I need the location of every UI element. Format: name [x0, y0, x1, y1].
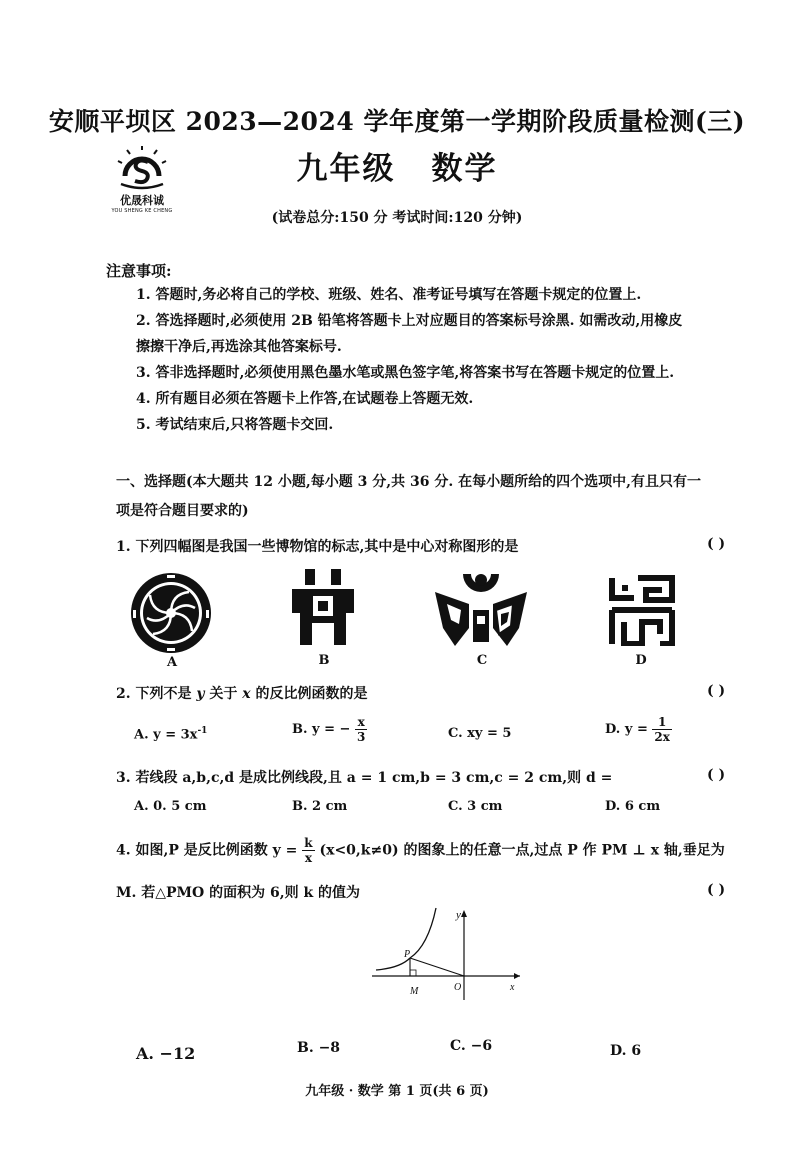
answer-bracket: ( ) — [707, 767, 726, 783]
question-2-text: 2. 下列不是 y 关于 x 的反比例函数的是 — [116, 686, 368, 702]
notice-item: 3. 答非选择题时,必须使用黑色墨水笔或黑色签字笔,将答案书写在答题卡规定的位置上. — [136, 365, 675, 381]
section-heading — [116, 468, 766, 526]
exam-title: 安顺平坝区 2023—2024 学年度第一学期阶段质量检测(三) — [48, 107, 746, 136]
question-1-text: 1. 下列四幅图是我国一些博物馆的标志,其中是中心对称图形的是 — [116, 539, 519, 555]
question-3-text: 3. 若线段 a,b,c,d 是成比例线段,且 a = 1 cm,b = 3 cm,c = 2 cm,则 d = — [116, 770, 613, 786]
var-x: x — [242, 686, 251, 702]
graph-label-x: x — [510, 982, 515, 993]
figure-label-d: D — [635, 653, 647, 668]
q2-option-c: C. xy = 5 — [448, 726, 512, 741]
exam-info: (试卷总分:150 分 考试时间:120 分钟) — [271, 210, 523, 226]
graph-label-o: O — [454, 982, 462, 993]
figure-label-a: A — [166, 655, 178, 670]
notice-item: 5. 考试结束后,只将答题卡交回. — [136, 417, 334, 433]
notice-item: 1. 答题时,务必将自己的学校、班级、姓名、准考证号填写在答题卡规定的位置上. — [136, 287, 642, 303]
notice-list — [118, 282, 768, 438]
figure-label-b: B — [318, 653, 330, 668]
page-footer: 九年级 · 数学 第 1 页(共 6 页) — [305, 1084, 489, 1099]
q3-option-c: C. 3 cm — [448, 799, 503, 814]
answer-bracket: ( ) — [707, 683, 726, 699]
q4-graph — [370, 906, 530, 1002]
q4-option-b: B. −8 — [297, 1040, 341, 1056]
q3-option-b: B. 2 cm — [292, 799, 348, 814]
q3-option-a: A. 0. 5 cm — [134, 799, 207, 814]
notice-item: 2. 答选择题时,必须使用 2B 铅笔将答题卡上对应题目的答案标号涂黑. 如需改动,用橡皮 — [136, 313, 683, 329]
notice-item-continuation: 擦擦干净后,再选涂其他答案标号. — [136, 339, 342, 355]
logo-english-text: YOU SHENG KE CHENG — [111, 208, 173, 214]
museum-logo-a-icon — [129, 572, 213, 654]
museum-logo-c-icon — [433, 570, 529, 650]
question-4-text-line2: M. 若△PMO 的面积为 6,则 k 的值为 — [116, 885, 361, 901]
grade-label: 九年级 — [296, 151, 396, 187]
q2-option-d: D. y = $\frac{1}{2x}$ — [605, 715, 670, 744]
q4-option-a: A. −12 — [136, 1044, 196, 1063]
logo-chinese-text: 优晟科诚 — [120, 194, 164, 207]
section-heading-line: 项是符合题目要求的) — [116, 503, 249, 519]
question-4-text: 4. 如图,P 是反比例函数 y = $\frac{k}{x}$ (x<0,k≠0) 的图象上的任意一点,过点 P 作 PM ⊥ x 轴,垂足为 — [116, 836, 725, 865]
graph-label-m: M — [410, 986, 419, 997]
figure-label-c: C — [476, 653, 488, 668]
museum-logo-d-icon — [608, 574, 676, 646]
notice-heading: 注意事项: — [106, 262, 172, 280]
answer-bracket: ( ) — [707, 536, 726, 552]
graph-label-y: y — [456, 909, 461, 921]
graph-label-p: P — [404, 949, 411, 960]
q2-option-b: B. y = − $\frac{x}{3}$ — [292, 715, 366, 744]
museum-logo-b-icon — [288, 567, 358, 647]
logo-emblem-icon — [117, 146, 167, 190]
answer-bracket: ( ) — [707, 882, 726, 898]
section-heading-line: 一、选择题(本大题共 12 小题,每小题 3 分,共 36 分. 在每小题所给的四个选项中,有且只有一 — [116, 474, 701, 490]
q3-option-d: D. 6 cm — [605, 799, 661, 814]
subject-label: 数学 — [431, 151, 498, 187]
q4-option-c: C. −6 — [450, 1038, 493, 1054]
var-y: y — [196, 686, 205, 702]
q4-option-d: D. 6 — [610, 1043, 642, 1059]
q2-option-a: A. $y = 3x^{-1}$ — [134, 726, 208, 743]
notice-item: 4. 所有题目必须在答题卡上作答,在试题卷上答题无效. — [136, 391, 474, 407]
